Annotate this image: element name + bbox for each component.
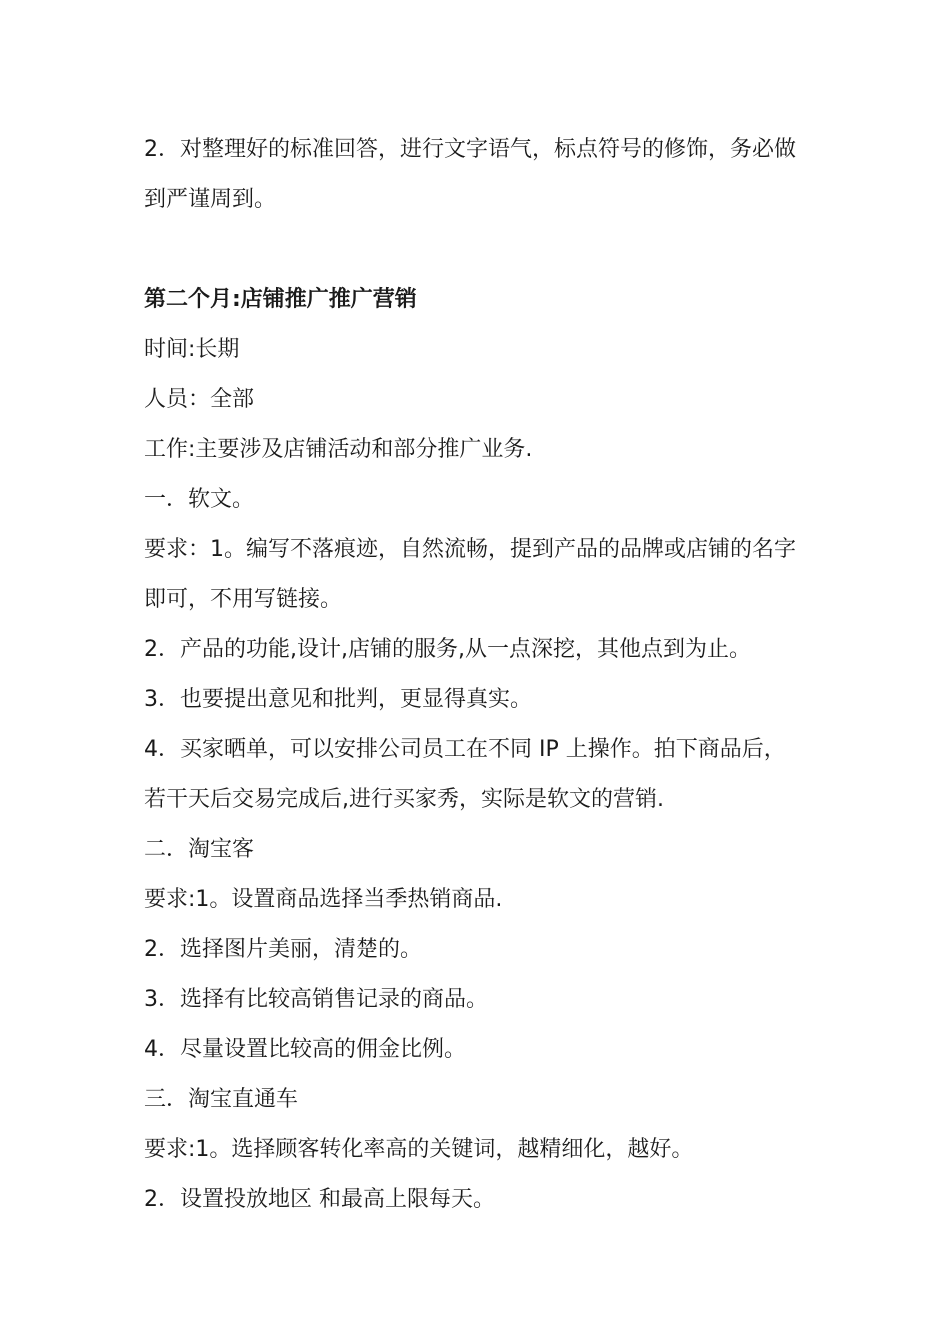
section-heading: 第二个月:店铺推广推广营销 xyxy=(144,287,417,312)
subsection-heading: 二．淘宝客 xyxy=(144,837,255,862)
requirement-line: 3．选择有比较高销售记录的商品。 xyxy=(144,987,488,1012)
requirement-line: 2．选择图片美丽，清楚的。 xyxy=(144,937,422,962)
requirement-line: 要求:1。设置商品选择当季热销商品. xyxy=(144,887,503,912)
requirement-line: 2．设置投放地区 和最高上限每天。 xyxy=(144,1187,495,1212)
subsection-heading: 三．淘宝直通车 xyxy=(144,1087,299,1112)
requirement-line: 4．买家晒单，可以安排公司员工在不同 IP 上操作。拍下商品后， xyxy=(144,737,786,762)
requirement-line: 3．也要提出意见和批判，更显得真实。 xyxy=(144,687,532,712)
staff-line: 人员：全部 xyxy=(144,387,255,412)
paragraph-line: 到严谨周到。 xyxy=(144,187,277,212)
requirement-line: 4．尽量设置比较高的佣金比例。 xyxy=(144,1037,466,1062)
paragraph-line: 2．对整理好的标准回答，进行文字语气，标点符号的修饰，务必做 xyxy=(144,137,796,162)
work-line: 工作:主要涉及店铺活动和部分推广业务. xyxy=(144,437,533,462)
subsection-heading: 一．软文。 xyxy=(144,487,255,512)
time-line: 时间:长期 xyxy=(144,337,240,362)
requirement-line: 要求：1。编写不落痕迹，自然流畅，提到产品的品牌或店铺的名字 xyxy=(144,537,796,562)
requirement-line: 要求:1。选择顾客转化率高的关键词，越精细化，越好。 xyxy=(144,1137,694,1162)
requirement-line: 2．产品的功能,设计,店铺的服务,从一点深挖，其他点到为止。 xyxy=(144,637,751,662)
requirement-line: 即可，不用写链接。 xyxy=(144,587,343,612)
requirement-line: 若干天后交易完成后,进行买家秀，实际是软文的营销. xyxy=(144,787,664,812)
